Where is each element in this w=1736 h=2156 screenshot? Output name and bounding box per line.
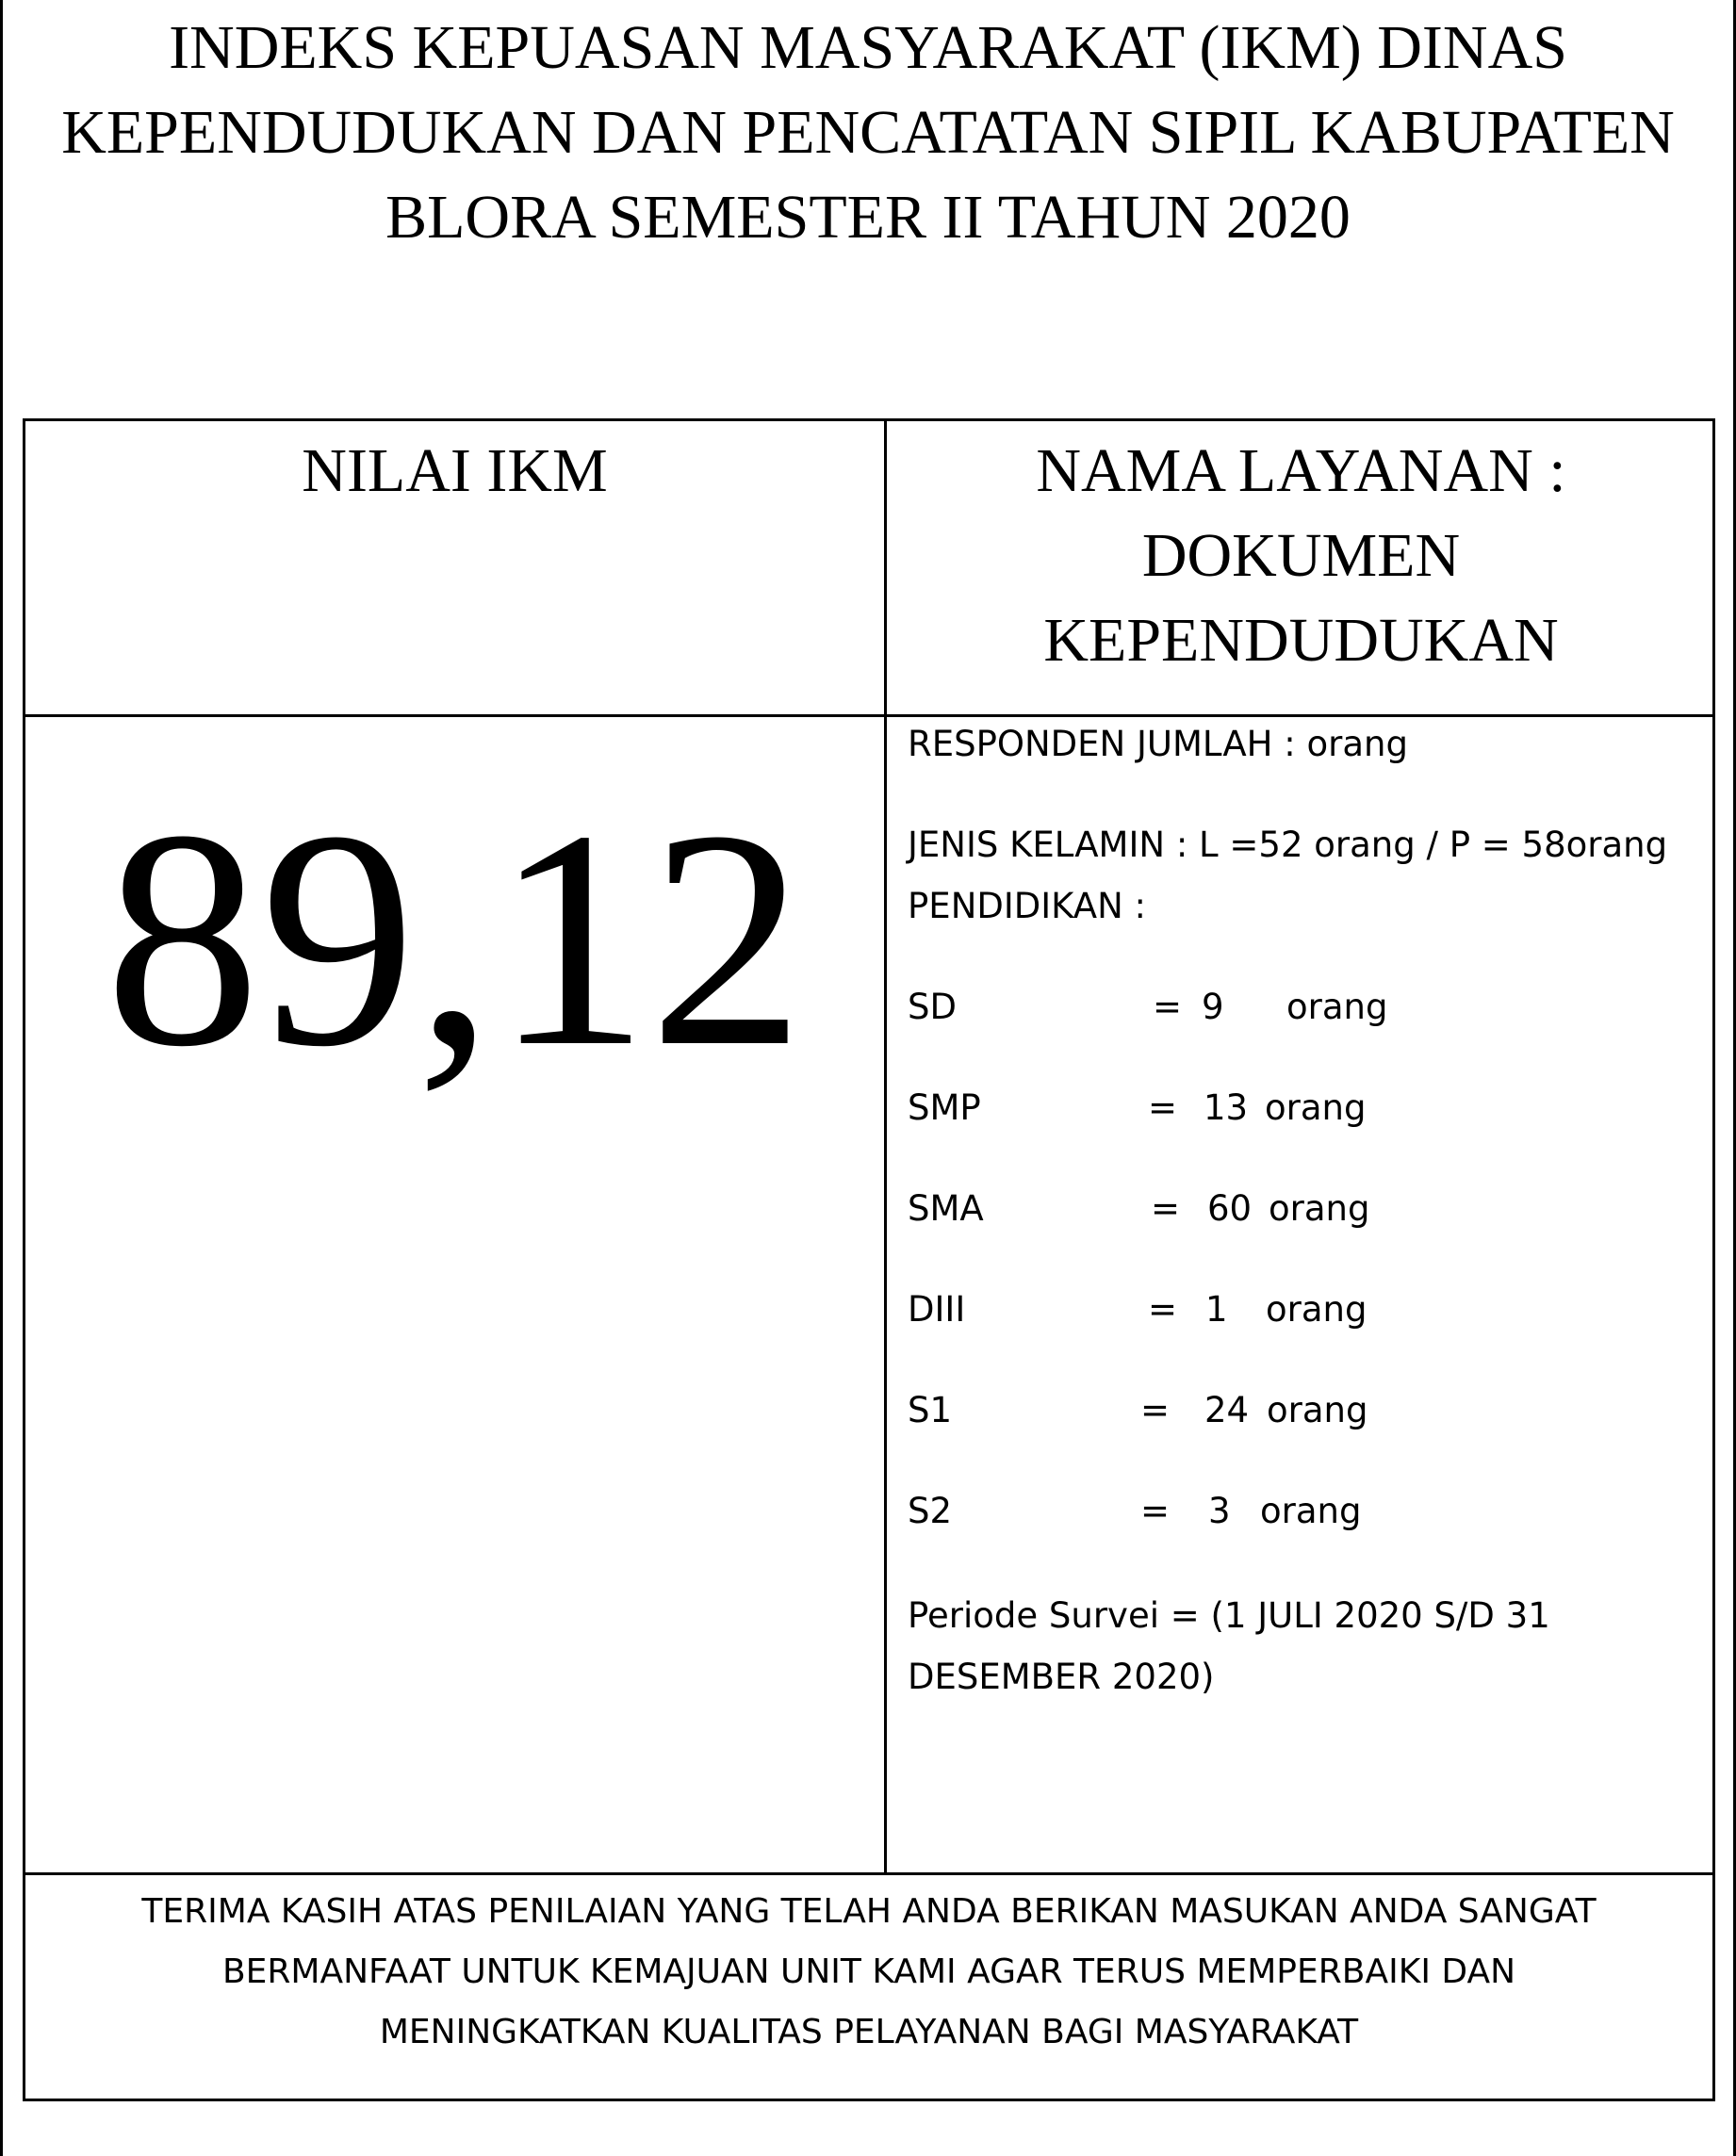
nama-layanan-line-1: NAMA LAYANAN : — [1036, 436, 1566, 505]
title-line-3: BLORA SEMESTER II TAHUN 2020 — [385, 183, 1351, 252]
education-unit: orang — [1266, 1289, 1368, 1330]
education-level: S2 — [908, 1491, 953, 1531]
nama-layanan-line-3: KEPENDUDUKAN — [1043, 606, 1559, 675]
education-count: 1 — [1205, 1289, 1228, 1330]
document-title — [28, 6, 1708, 260]
pendidikan-label: PENDIDIKAN : — [908, 886, 1147, 926]
education-count: 24 — [1204, 1390, 1250, 1430]
education-row-diii — [908, 1286, 1662, 1333]
responden-jumlah: RESPONDEN JUMLAH : orang — [908, 724, 1408, 764]
header-divider — [25, 714, 1712, 717]
education-level: SMA — [908, 1188, 984, 1229]
ikm-table — [23, 418, 1715, 2101]
education-equals: = — [1153, 987, 1183, 1027]
education-row-s1 — [908, 1387, 1662, 1434]
thank-you-note — [25, 1882, 1712, 2063]
education-count: 13 — [1204, 1087, 1249, 1128]
education-equals: = — [1148, 1289, 1178, 1330]
education-level: DIII — [908, 1289, 966, 1330]
education-count: 9 — [1202, 987, 1224, 1027]
education-row-sma — [908, 1185, 1662, 1233]
education-unit: orang — [1269, 1188, 1370, 1229]
footer-line-3: MENINGKATKAN KUALITAS PELAYANAN BAGI MASYARAKAT — [379, 2013, 1359, 2051]
title-line-2: KEPENDUDUKAN DAN PENCATATAN SIPIL KABUPATEN — [61, 98, 1675, 167]
education-unit: orang — [1265, 1087, 1367, 1128]
periode-survei-line-2: DESEMBER 2020) — [908, 1657, 1215, 1697]
education-equals: = — [1151, 1188, 1181, 1229]
nilai-ikm-header: NILAI IKM — [302, 436, 608, 505]
jenis-kelamin: JENIS KELAMIN : L =52 orang / P = 58orang — [908, 825, 1668, 865]
nama-layanan-line-2: DOKUMEN — [1141, 521, 1461, 590]
education-equals: = — [1140, 1491, 1171, 1531]
education-level: SMP — [908, 1087, 981, 1128]
nama-layanan-header — [887, 429, 1715, 683]
periode-survei-line-1: Periode Survei = (1 JULI 2020 S/D 31 — [908, 1595, 1550, 1636]
footer-divider — [25, 1872, 1712, 1875]
education-count: 3 — [1208, 1491, 1231, 1531]
footer-line-1: TERIMA KASIH ATAS PENILAIAN YANG TELAH ANDA BERIKAN MASUKAN ANDA SANGAT — [141, 1892, 1597, 1931]
education-unit: orang — [1260, 1491, 1362, 1531]
ikm-score: 89,12 — [105, 767, 805, 1111]
education-level: S1 — [908, 1390, 953, 1430]
education-unit: orang — [1267, 1390, 1368, 1430]
education-level: SD — [908, 987, 957, 1027]
footer-line-2: BERMANFAAT UNTUK KEMAJUAN UNIT KAMI AGAR TERUS MEMPERBAIKI DAN — [221, 1952, 1516, 1991]
education-row-smp — [908, 1085, 1662, 1132]
education-equals: = — [1148, 1087, 1178, 1128]
education-unit: orang — [1286, 987, 1388, 1027]
education-row-s2 — [908, 1488, 1662, 1535]
education-count: 60 — [1207, 1188, 1253, 1229]
education-equals: = — [1140, 1390, 1171, 1430]
education-row-sd — [908, 984, 1662, 1031]
title-line-1: INDEKS KEPUASAN MASYARAKAT (IKM) DINAS — [169, 13, 1567, 82]
